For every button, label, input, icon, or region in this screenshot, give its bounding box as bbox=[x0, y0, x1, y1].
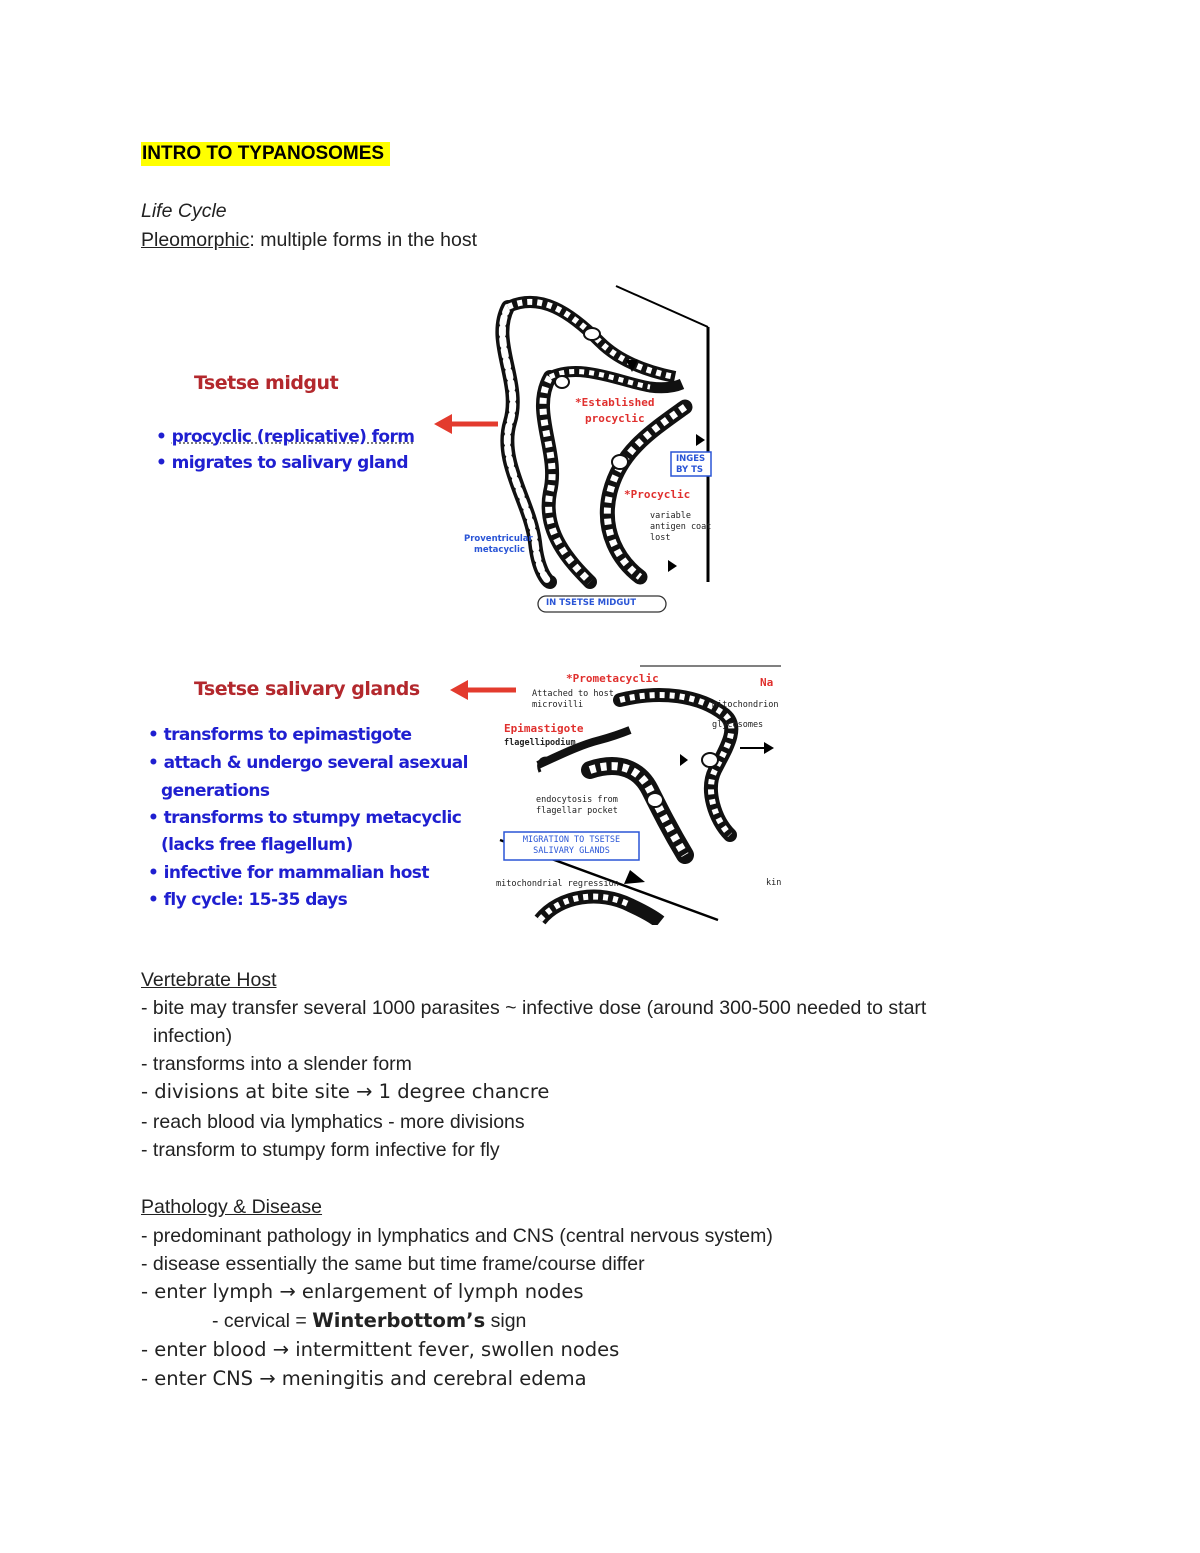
figure-salivary bbox=[140, 660, 785, 925]
vertebrate-heading: Vertebrate Host bbox=[141, 969, 277, 991]
red-arrow-left-icon bbox=[434, 414, 498, 434]
label-epimastigote: Epimastigote bbox=[504, 722, 584, 735]
pathology-cervical-line: - cervical = Winterbottom’s sign bbox=[212, 1309, 527, 1332]
label-ingested-1: INGES bbox=[676, 454, 706, 464]
pathology-line-2: - disease essentially the same but time frame/course differ bbox=[141, 1253, 645, 1275]
vertebrate-line-3: - divisions at bite site → 1 degree chancre bbox=[141, 1080, 550, 1103]
vertebrate-line-2: - transforms into a slender form bbox=[141, 1053, 412, 1075]
label-mitochondrial-regression: mitochondrial regression bbox=[496, 879, 619, 889]
document-title: INTRO TO TYPANOSOMES bbox=[141, 142, 390, 166]
salivary-bullet-2: • attach & undergo several asexual bbox=[148, 753, 468, 773]
figure-midgut-caption: IN TSETSE MIDGUT bbox=[546, 598, 637, 608]
pathology-heading: Pathology & Disease bbox=[141, 1196, 323, 1218]
label-proventricular: Proventricular bbox=[464, 534, 533, 544]
migration-box-text: MIGRATION TO TSETSE SALIVARY GLANDS bbox=[522, 835, 621, 856]
vertebrate-line-1-continued: infection) bbox=[153, 1025, 233, 1047]
figure-midgut bbox=[150, 282, 715, 617]
salivary-illustration bbox=[140, 660, 785, 925]
label-prometacyclic: *Prometacyclic bbox=[566, 672, 659, 685]
midgut-bullet-1: • procyclic (replicative) form bbox=[156, 427, 415, 447]
label-procyclic: *Procyclic bbox=[624, 488, 691, 501]
label-flagellipodium: flagellipodium bbox=[504, 738, 576, 748]
life-cycle-heading: Life Cycle bbox=[141, 200, 227, 222]
salivary-bullet-4: • infective for mammalian host bbox=[148, 863, 429, 883]
label-procyclic-lower: procyclic bbox=[585, 412, 645, 425]
label-endocytosis-1: endocytosis from bbox=[536, 795, 618, 805]
label-antigen-coat: antigen coat bbox=[650, 522, 712, 532]
red-arrow-left-icon bbox=[450, 680, 516, 700]
pathology-line-3: - enter lymph → enlargement of lymph nodes bbox=[141, 1280, 584, 1303]
winterbottom-sign-term: Winterbottom’s bbox=[312, 1309, 486, 1332]
pathology-line-4: - enter blood → intermittent fever, swollen nodes bbox=[141, 1338, 620, 1361]
pathology-line-5: - enter CNS → meningitis and cerebral edema bbox=[141, 1367, 587, 1390]
pathology-line-1: - predominant pathology in lymphatics and CNS (central nervous system) bbox=[141, 1225, 773, 1247]
label-endocytosis-2: flagellar pocket bbox=[536, 806, 618, 816]
label-variable: variable bbox=[650, 511, 691, 521]
pleomorphic-line bbox=[141, 226, 477, 254]
label-glycosomes: glycosomes bbox=[712, 720, 764, 730]
label-lost: lost bbox=[650, 533, 671, 543]
salivary-bullet-2-continued: generations bbox=[161, 781, 270, 801]
label-cut-right-bottom: kin bbox=[766, 878, 782, 888]
midgut-bullet-2: • migrates to salivary gland bbox=[156, 453, 408, 473]
label-ingested-2: BY TS bbox=[676, 465, 704, 475]
label-attached-1: Attached to host bbox=[532, 689, 614, 699]
trypanosome-bottom-shape bbox=[540, 897, 660, 922]
pleomorphic-term: Pleomorphic bbox=[141, 229, 250, 251]
salivary-bullet-3: • transforms to stumpy metacyclic bbox=[148, 808, 462, 828]
pleomorphic-definition: : multiple forms in the host bbox=[249, 229, 477, 251]
salivary-bullet-3-continued: (lacks free flagellum) bbox=[161, 835, 353, 855]
label-mitochondrion: mitochondrion bbox=[712, 700, 779, 710]
label-established: *Established bbox=[575, 396, 655, 409]
salivary-bullet-1: • transforms to epimastigote bbox=[148, 725, 412, 745]
salivary-heading: Tsetse salivary glands bbox=[194, 678, 420, 700]
vertebrate-line-1: - bite may transfer several 1000 parasites ~ infective dose (around 300-500 needed to start bbox=[141, 997, 927, 1019]
midgut-illustration bbox=[150, 282, 715, 617]
label-attached-2: microvilli bbox=[532, 700, 584, 710]
vertebrate-line-4: - reach blood via lymphatics - more divisions bbox=[141, 1111, 525, 1133]
midgut-heading: Tsetse midgut bbox=[194, 372, 339, 394]
label-cut-right-top: Na bbox=[760, 676, 774, 689]
vertebrate-line-5: - transform to stumpy form infective for fly bbox=[141, 1139, 500, 1161]
salivary-bullet-5: • fly cycle: 15-35 days bbox=[148, 890, 348, 910]
label-metacyclic: metacyclic bbox=[474, 545, 525, 555]
